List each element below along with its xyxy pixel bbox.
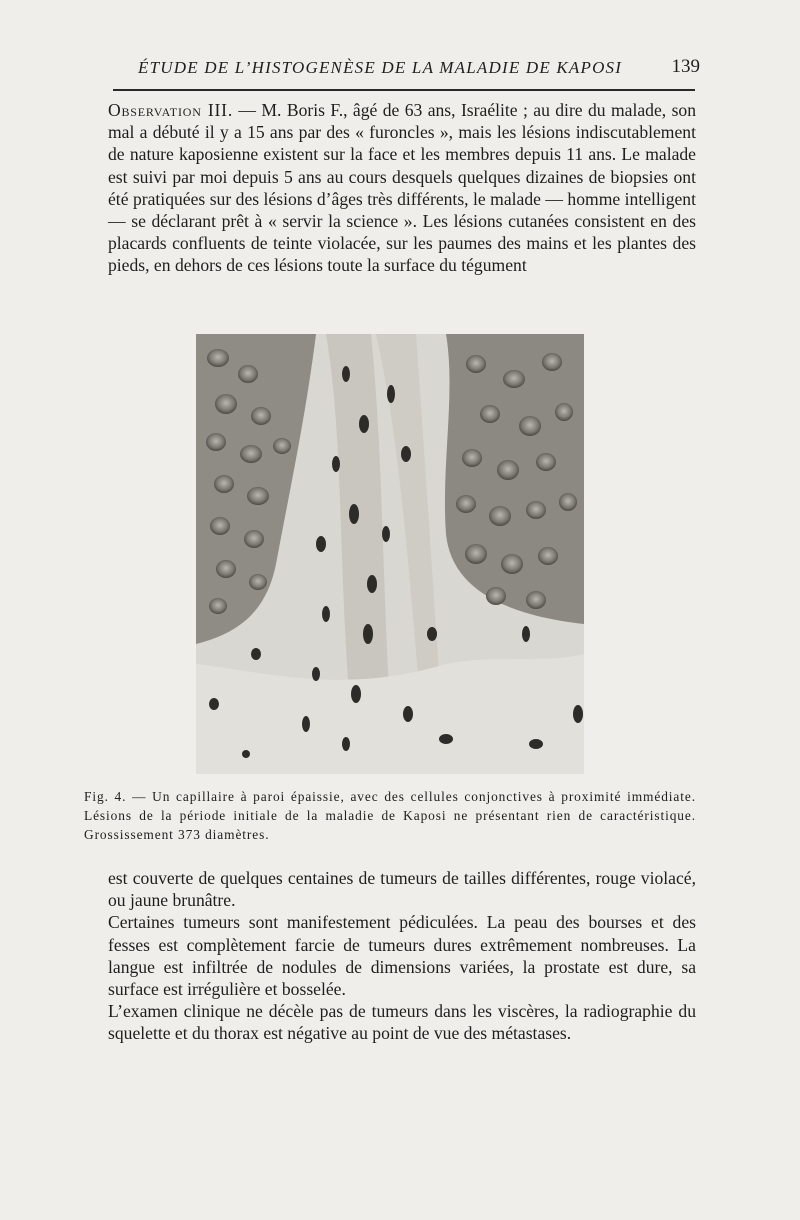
continuation-text [108,867,696,1045]
observation-label: Observation III. [108,100,234,120]
continuation-paragraph-3: L’examen clinique ne décèle pas de tumeurs dans les viscères, la radiographie du squelette et du thorax est négative au point de vue des métastases. [108,1001,696,1044]
continuation-paragraph-2: Certaines tumeurs sont manifestement pédiculées. La peau des bourses et des fesses est complètement farcie de tumeurs dures extrêmement nombreuses. La langue est infiltrée de nodules de dimensions variées, la prostate est dure, sa surface est irrégulière et bosselée. [108,912,696,1000]
observation-paragraph [108,99,696,277]
running-title: ÉTUDE DE L’HISTOGENÈSE DE LA MALADIE DE KAPOSI [138,58,623,77]
header-rule [113,89,695,91]
figure-caption: Fig. 4. — Un capillaire à paroi épaissie, avec des cellules conjonctives à proximité immédiate. Lésions de la période initiale de la maladie de Kaposi ne présentant rien de caractéristique. Grossissement 373 diamètres. [84,789,696,842]
micrograph-image [196,334,584,774]
continuation-paragraph-1: est couverte de quelques centaines de tumeurs de tailles différentes, rouge violacé, ou jaune brunâtre. [108,868,696,911]
micrograph-figure [196,334,584,774]
page-number: 139 [671,56,700,77]
running-head [108,52,700,84]
observation-text: — M. Boris F., âgé de 63 ans, Israélite ; au dire du malade, son mal a débuté il y a 15 ans par des « furoncles », mais les lésions indiscutablement de nature kaposienne existent sur la face et les membres depuis 11 ans. Le malade est suivi par moi depuis 5 ans au cours desquels quelques dizaines de biopsies ont été pratiquées sur des lésions d’âges très différents, le malade — homme intelligent — se déclarant prêt à « servir la science ». Les lésions cutanées consistent en des placards confluents de teinte violacée, sur les paumes des mains et les plantes des pieds, en dehors de ces lésions toute la surface du tégument [108,100,697,276]
